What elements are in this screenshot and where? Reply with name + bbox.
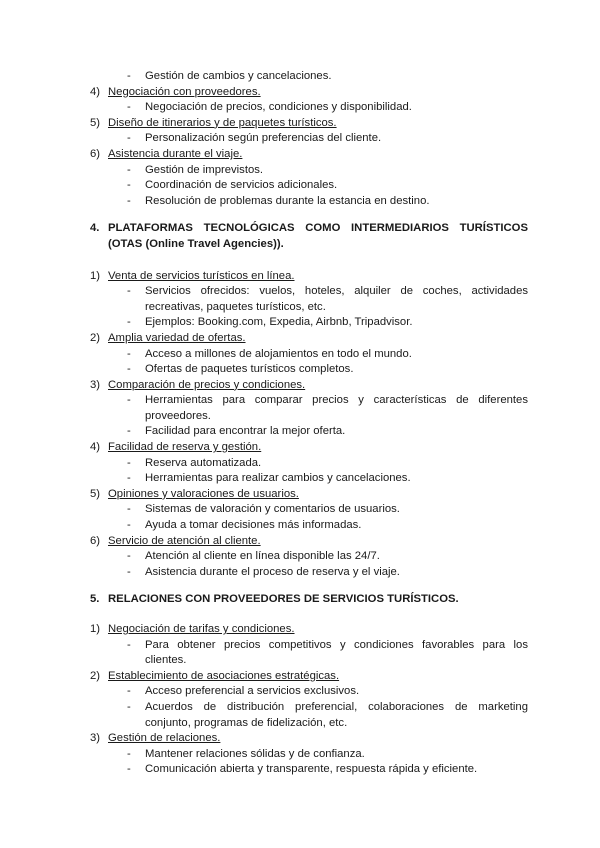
list-bullet [90,100,528,116]
bullet-text: Ofertas de paquetes turísticos completos. [145,363,354,376]
bullet-dash: - [127,70,131,82]
bullet-dash: - [127,394,131,407]
bullet-text: Comunicación abierta y transparente, respuesta rápida y eficiente. [145,763,478,776]
item-heading: Negociación con proveedores. [108,85,261,98]
item-heading: Diseño de itinerarios y de paquetes turísticos. [108,116,337,129]
bullet-text: Acceso preferencial a servicios exclusivos. [145,685,360,698]
bullet-text: Herramientas para comparar precios y características de diferentes proveedores. [145,394,528,422]
bullet-dash: - [127,700,131,713]
item-number: 5) [90,487,101,500]
item-number: 4) [90,441,101,454]
list-bullet [90,69,528,85]
section-title: PLATAFORMAS TECNOLÓGICAS COMO INTERMEDIARIOS TURÍSTICOS (OTAS (Online Travel Agencies)). [108,222,528,250]
list-item [90,378,528,394]
bullet-text: Gestión de cambios y cancelaciones. [145,70,332,82]
list-item [90,440,528,456]
list-bullet [90,347,528,363]
bullet-text: Facilidad para encontrar la mejor oferta. [145,425,346,438]
bullet-text: Servicios ofrecidos: vuelos, hoteles, alquiler de coches, actividades recreativas, paquetes turísticos, etc. [145,285,528,313]
bullet-text: Resolución de problemas durante la estancia en destino. [145,194,430,207]
list-item [90,116,528,132]
bullet-dash: - [127,565,131,578]
item-heading: Negociación de tarifas y condiciones. [108,623,295,635]
item-heading: Asistencia durante el viaje. [108,147,243,160]
bullet-text: Atención al cliente en línea disponible las 24/7. [145,550,380,563]
bullet-dash: - [127,763,131,776]
item-heading: Facilidad de reserva y gestión. [108,441,262,454]
list-bullet [90,638,528,669]
list-bullet [90,315,528,331]
list-item [90,85,528,101]
bullet-dash: - [127,456,131,469]
bullet-dash: - [127,316,131,329]
item-heading: Opiniones y valoraciones de usuarios. [108,487,299,500]
list-bullet [90,747,528,763]
list-bullet [90,284,528,315]
list-bullet [90,131,528,147]
section-heading [90,221,528,252]
list-bullet [90,518,528,534]
item-heading: Amplia variedad de ofertas. [108,331,246,344]
bullet-dash: - [127,101,131,114]
section-number: 4. [90,222,100,235]
bullet-text: Acceso a millones de alojamientos en todo el mundo. [145,347,412,360]
list-item [90,487,528,503]
bullet-text: Para obtener precios competitivos y condiciones favorables para los clientes. [145,638,528,667]
section-number: 5. [90,593,100,606]
item-number: 3) [90,732,101,745]
bullet-text: Mantener relaciones sólidas y de confianza. [145,747,365,760]
item-number: 2) [90,331,101,344]
bullet-dash: - [127,550,131,563]
bullet-dash: - [127,194,131,207]
bullet-dash: - [127,747,131,760]
item-heading: Servicio de atención al cliente. [108,534,261,547]
bullet-text: Herramientas para realizar cambios y cancelaciones. [145,472,411,485]
bullet-text: Coordinación de servicios adicionales. [145,179,338,192]
list-item [90,331,528,347]
bullet-dash: - [127,519,131,532]
bullet-dash: - [127,363,131,376]
item-number: 1) [90,623,101,635]
list-bullet [90,393,528,424]
list-item [90,269,528,285]
bullet-dash: - [127,472,131,485]
item-heading: Venta de servicios turísticos en línea. [108,269,295,282]
bullet-text: Ayuda a tomar decisiones más informadas. [145,519,362,532]
bullet-text: Personalización según preferencias del cliente. [145,132,382,145]
list-bullet [90,456,528,472]
bullet-text: Ejemplos: Booking.com, Expedia, Airbnb, Tripadvisor. [145,316,413,329]
item-number: 1) [90,269,101,282]
bullet-dash: - [127,425,131,438]
bullet-text: Gestión de imprevistos. [145,163,264,176]
list-item [90,534,528,550]
list-bullet [90,502,528,518]
list-bullet [90,424,528,440]
list-bullet [90,194,528,210]
bullet-dash: - [127,285,131,298]
list-bullet [90,684,528,700]
bullet-text: Acuerdos de distribución preferencial, colaboraciones de marketing conjunto, programas de fidelización, etc. [145,700,528,729]
item-number: 2) [90,669,101,682]
item-heading: Comparación de precios y condiciones. [108,378,306,391]
item-number: 6) [90,147,101,160]
list-item [90,147,528,163]
bullet-dash: - [127,685,131,698]
bullet-text: Negociación de precios, condiciones y disponibilidad. [145,101,412,114]
bullet-text: Asistencia durante el proceso de reserva y el viaje. [145,565,400,578]
list-bullet [90,700,528,731]
list-item [90,731,528,747]
bullet-dash: - [127,503,131,516]
list-bullet [90,163,528,179]
item-heading: Gestión de relaciones. [108,732,221,745]
section-title: RELACIONES CON PROVEEDORES DE SERVICIOS TURÍSTICOS. [108,593,459,606]
bullet-dash: - [127,179,131,192]
list-bullet [90,762,528,778]
list-bullet [90,565,528,581]
list-bullet [90,362,528,378]
item-number: 6) [90,534,101,547]
item-heading: Establecimiento de asociaciones estratégicas. [108,669,340,682]
bullet-text: Reserva automatizada. [145,456,262,469]
list-bullet [90,178,528,194]
list-item [90,622,528,638]
bullet-dash: - [127,638,131,651]
list-item [90,669,528,685]
item-number: 4) [90,85,101,98]
bullet-dash: - [127,347,131,360]
bullet-text: Sistemas de valoración y comentarios de usuarios. [145,503,400,516]
item-number: 5) [90,116,101,129]
bullet-dash: - [127,132,131,145]
list-bullet [90,471,528,487]
list-bullet [90,549,528,565]
bullet-dash: - [127,163,131,176]
section-heading [90,592,528,608]
item-number: 3) [90,378,101,391]
